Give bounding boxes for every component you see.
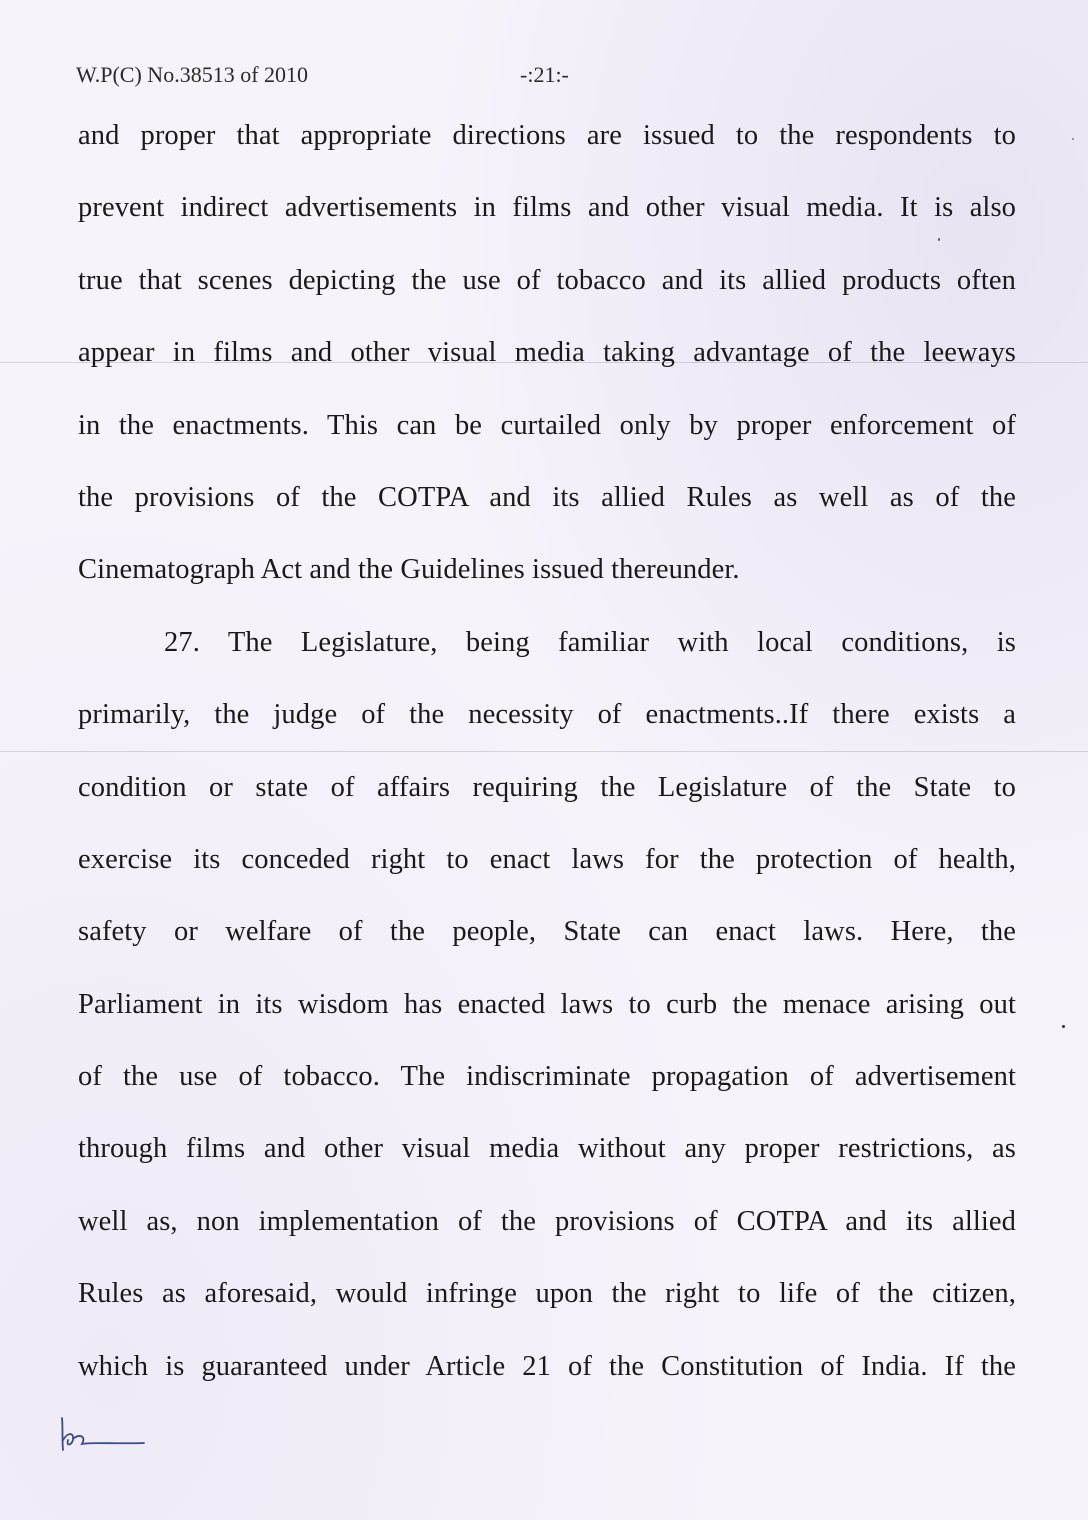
paragraph-27-start: 27. The Legislature, being familiar with local conditions, is xyxy=(164,626,1016,658)
text-line: of the use of tobacco. The indiscriminate propagation of advertisement xyxy=(78,1061,1016,1093)
text-line: condition or state of affairs requiring the Legislature of the State to xyxy=(78,771,1016,803)
text-line: in the enactments. This can be curtailed only by proper enforcement of xyxy=(78,409,1016,441)
text-line: which is guaranteed under Article 21 of the Constitution of India. If the xyxy=(78,1350,1016,1382)
text-line: prevent indirect advertisements in films and other visual media. It is also xyxy=(78,192,1016,224)
text-line: Cinematograph Act and the Guidelines issued thereunder. xyxy=(78,554,740,586)
text-line: well as, non implementation of the provisions of COTPA and its allied xyxy=(78,1205,1016,1237)
text-line: primarily, the judge of the necessity of enactments..If there exists a xyxy=(78,699,1016,731)
text-line: through films and other visual media without any proper restrictions, as xyxy=(78,1133,1016,1165)
text-line: the provisions of the COTPA and its allied Rules as well as of the xyxy=(78,481,1016,513)
text-line: Rules as aforesaid, would infringe upon the right to life of the citizen, xyxy=(78,1278,1016,1310)
text-line: and proper that appropriate directions are issued to the respondents to xyxy=(78,120,1016,151)
case-number: W.P(C) No.38513 of 2010 xyxy=(76,62,309,87)
judgment-text xyxy=(78,100,1016,1403)
text-line: safety or welfare of the people, State can enact laws. Here, the xyxy=(78,916,1016,948)
text-line: true that scenes depicting the use of tobacco and its allied products often xyxy=(78,264,1016,296)
text-line: appear in films and other visual media taking advantage of the leeways xyxy=(78,337,1016,369)
text-line: Parliament in its wisdom has enacted laws to curb the menace arising out xyxy=(78,988,1016,1020)
handwritten-initials xyxy=(56,1410,151,1460)
scan-speck xyxy=(938,238,940,241)
scan-speck xyxy=(1062,1025,1065,1028)
page-number: -:21:- xyxy=(520,62,569,87)
scan-speck xyxy=(1072,138,1074,140)
text-line: exercise its conceded right to enact laws for the protection of health, xyxy=(78,843,1016,875)
